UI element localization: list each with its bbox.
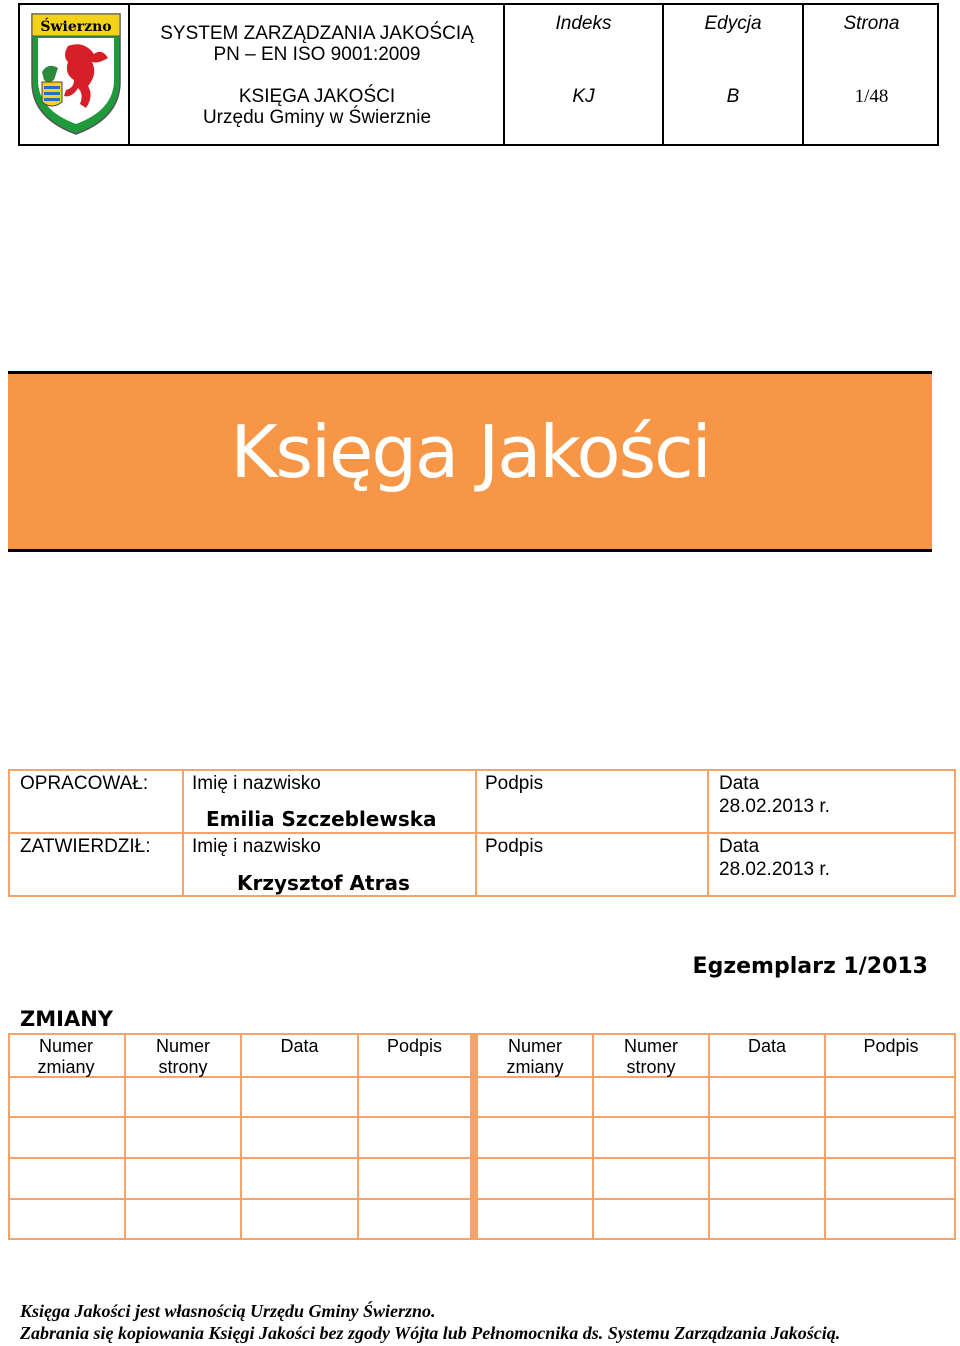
approved-name: Krzysztof Atras <box>237 871 410 895</box>
book-line-2: Urzędu Gminy w Świerznie <box>202 107 432 128</box>
approved-date: 28.02.2013 r. <box>719 859 830 880</box>
col-header-page-no: Numer strony <box>155 1036 210 1077</box>
footer-copy-restriction: Zabrania się kopiowania Księgi Jakości bez zgody Wójta lub Pełnomocnika ds. Systemu Zarządzania Jakością. <box>20 1323 841 1343</box>
prepared-label: OPRACOWAŁ: <box>20 773 149 794</box>
index-value: KJ <box>572 86 595 107</box>
page-value: 1/48 <box>854 86 889 107</box>
col-header-date-2: Data <box>747 1036 787 1056</box>
index-label: Indeks <box>555 13 612 34</box>
approved-signature-label: Podpis <box>485 836 544 857</box>
svg-text:Świerzno: Świerzno <box>40 19 112 35</box>
approved-date-label: Data <box>719 836 760 857</box>
edition-label: Edycja <box>704 13 762 34</box>
prepared-signature-label: Podpis <box>485 773 544 794</box>
approved-name-label: Imię i nazwisko <box>192 836 321 857</box>
copy-number: Egzemplarz 1/2013 <box>692 954 928 979</box>
col-header-signature-2: Podpis <box>863 1036 919 1056</box>
signature-table <box>8 769 956 897</box>
changes-table <box>8 1033 956 1240</box>
prepared-date: 28.02.2013 r. <box>719 796 830 817</box>
cover-title: Księga Jakości <box>230 410 710 494</box>
prepared-date-label: Data <box>719 773 760 794</box>
system-title <box>132 23 502 65</box>
edition-value: B <box>726 86 740 107</box>
col-header-page-no-2: Numer strony <box>623 1036 678 1077</box>
prepared-name: Emilia Szczeblewska <box>206 807 437 831</box>
footer-ownership: Księga Jakości jest własnością Urzędu Gminy Świerzno. <box>20 1301 436 1321</box>
gmina-coat-of-arms-logo <box>28 10 124 138</box>
system-line-2: PN – EN ISO 9001:2009 <box>213 44 421 65</box>
book-line-1: KSIĘGA JAKOŚCI <box>238 86 396 107</box>
page-label: Strona <box>843 13 900 34</box>
col-header-signature: Podpis <box>386 1036 443 1056</box>
changes-title: ZMIANY <box>20 1007 113 1031</box>
cover-title-band <box>8 371 932 552</box>
col-header-date: Data <box>280 1036 319 1056</box>
col-header-change-no-2: Numer zmiany <box>506 1036 564 1077</box>
book-title <box>132 86 502 128</box>
approved-label: ZATWIERDZIŁ: <box>20 836 151 857</box>
col-header-change-no: Numer zmiany <box>37 1036 95 1077</box>
system-line-1: SYSTEM ZARZĄDZANIA JAKOŚCIĄ <box>160 23 474 44</box>
document-header <box>18 3 939 146</box>
prepared-name-label: Imię i nazwisko <box>192 773 321 794</box>
